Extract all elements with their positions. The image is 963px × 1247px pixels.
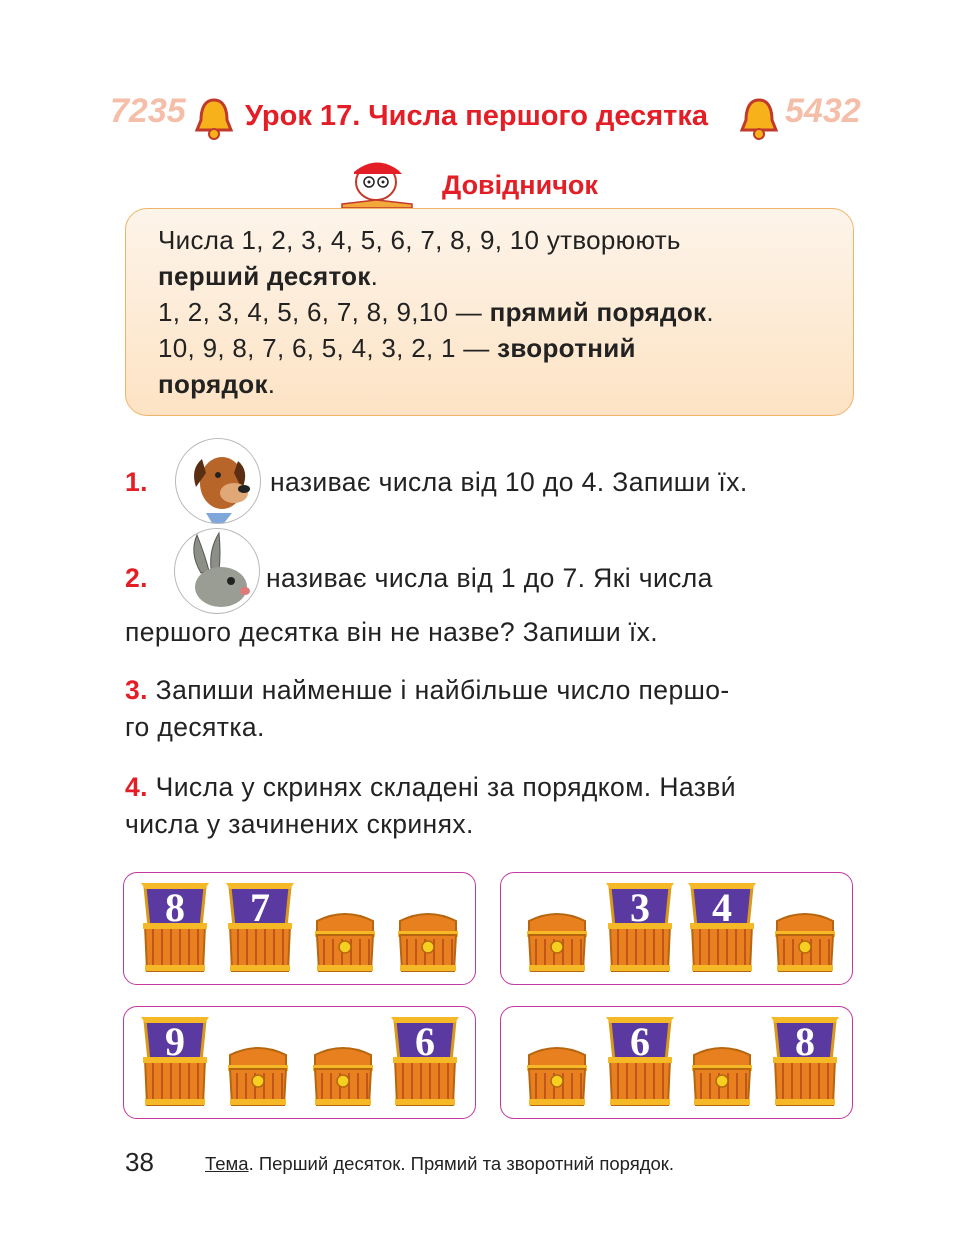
task-1-text: називає числа від 10 до 4. Запиши їх. <box>270 467 748 497</box>
chest-panel-4 <box>500 1006 853 1119</box>
open-chest <box>686 877 758 977</box>
term-direct-order: прямий порядок <box>489 297 707 327</box>
closed-chest <box>309 877 381 977</box>
chest-number: 8 <box>165 885 185 930</box>
closed-chest <box>769 877 841 977</box>
task-4-text-line-2: числа у зачинених скринях. <box>125 809 474 839</box>
hare-avatar-icon <box>174 528 260 614</box>
info-line-1: Числа 1, 2, 3, 4, 5, 6, 7, 8, 9, 10 утворюють <box>158 225 681 255</box>
task-4 <box>125 769 736 805</box>
closed-chest <box>521 1011 593 1111</box>
helper-heading: Довідничок <box>442 170 598 200</box>
chest-number: 3 <box>630 885 650 930</box>
page-number: 38 <box>125 1147 154 1177</box>
open-chest <box>224 877 296 977</box>
task-3-number: 3. <box>125 675 148 705</box>
topic-label: Тема <box>205 1153 249 1174</box>
task-1-number: 1. <box>125 467 148 497</box>
open-chest <box>139 877 211 977</box>
term-first-ten: перший десяток <box>158 261 371 291</box>
info-line-4-numbers: 10, 9, 8, 7, 6, 5, 4, 3, 2, 1 — <box>158 333 498 363</box>
term-reverse: зворотний <box>497 333 636 363</box>
info-line-2-end: . <box>370 261 379 291</box>
open-chest <box>604 877 676 977</box>
closed-chest <box>222 1011 294 1111</box>
mascot-reading-icon <box>338 152 416 212</box>
topic-text: . Перший десяток. Прямий та зворотний порядок. <box>248 1153 675 1174</box>
page-title: Урок 17. Числа першого десятка <box>245 100 709 132</box>
chest-panel-1 <box>123 872 476 985</box>
chest-number: 9 <box>165 1019 185 1064</box>
closed-chest <box>686 1011 758 1111</box>
task-3-text-line-1: Запиши найменше і найбільше число першо- <box>155 675 730 705</box>
task-4-text-line-1: Числа у скринях складені за порядком. Назви́ <box>155 772 736 802</box>
chest-number: 4 <box>712 885 732 930</box>
chest-number: 6 <box>415 1019 435 1064</box>
open-chest <box>604 1011 676 1111</box>
open-chest <box>139 1011 211 1111</box>
chest-number: 7 <box>250 885 270 930</box>
closed-chest <box>307 1011 379 1111</box>
info-text <box>158 222 838 402</box>
bell-icon-left <box>193 96 235 142</box>
task-4-number: 4. <box>125 772 148 802</box>
task-2-text-line-2: першого десятка він не назве? Запиши їх. <box>125 617 659 647</box>
header-decoration-left: 7235 <box>110 92 186 130</box>
topic-footer <box>205 1153 674 1175</box>
info-line-3 <box>158 294 838 330</box>
chest-panel-2 <box>500 872 853 985</box>
task-2-number: 2. <box>125 563 148 593</box>
task-3-text-line-2: го десятка. <box>125 712 265 742</box>
dog-avatar-icon <box>175 438 261 524</box>
task-3 <box>125 672 730 708</box>
task-2-text-line-1: називає числа від 1 до 7. Які числа <box>266 563 713 593</box>
info-line-5-end: . <box>267 369 276 399</box>
chest-panel-3 <box>123 1006 476 1119</box>
closed-chest <box>392 877 464 977</box>
chest-number: 6 <box>630 1019 650 1064</box>
info-line-3-numbers: 1, 2, 3, 4, 5, 6, 7, 8, 9,10 — <box>158 297 490 327</box>
term-order: порядок <box>158 369 268 399</box>
closed-chest <box>521 877 593 977</box>
info-line-2 <box>158 258 838 294</box>
info-line-3-end: . <box>706 297 714 327</box>
open-chest <box>769 1011 841 1111</box>
chest-number: 8 <box>795 1019 815 1064</box>
header-decoration-right: 5432 <box>785 92 861 130</box>
bell-icon-right <box>738 96 780 142</box>
open-chest <box>389 1011 461 1111</box>
info-line-4 <box>158 330 838 366</box>
info-line-5 <box>158 366 838 402</box>
